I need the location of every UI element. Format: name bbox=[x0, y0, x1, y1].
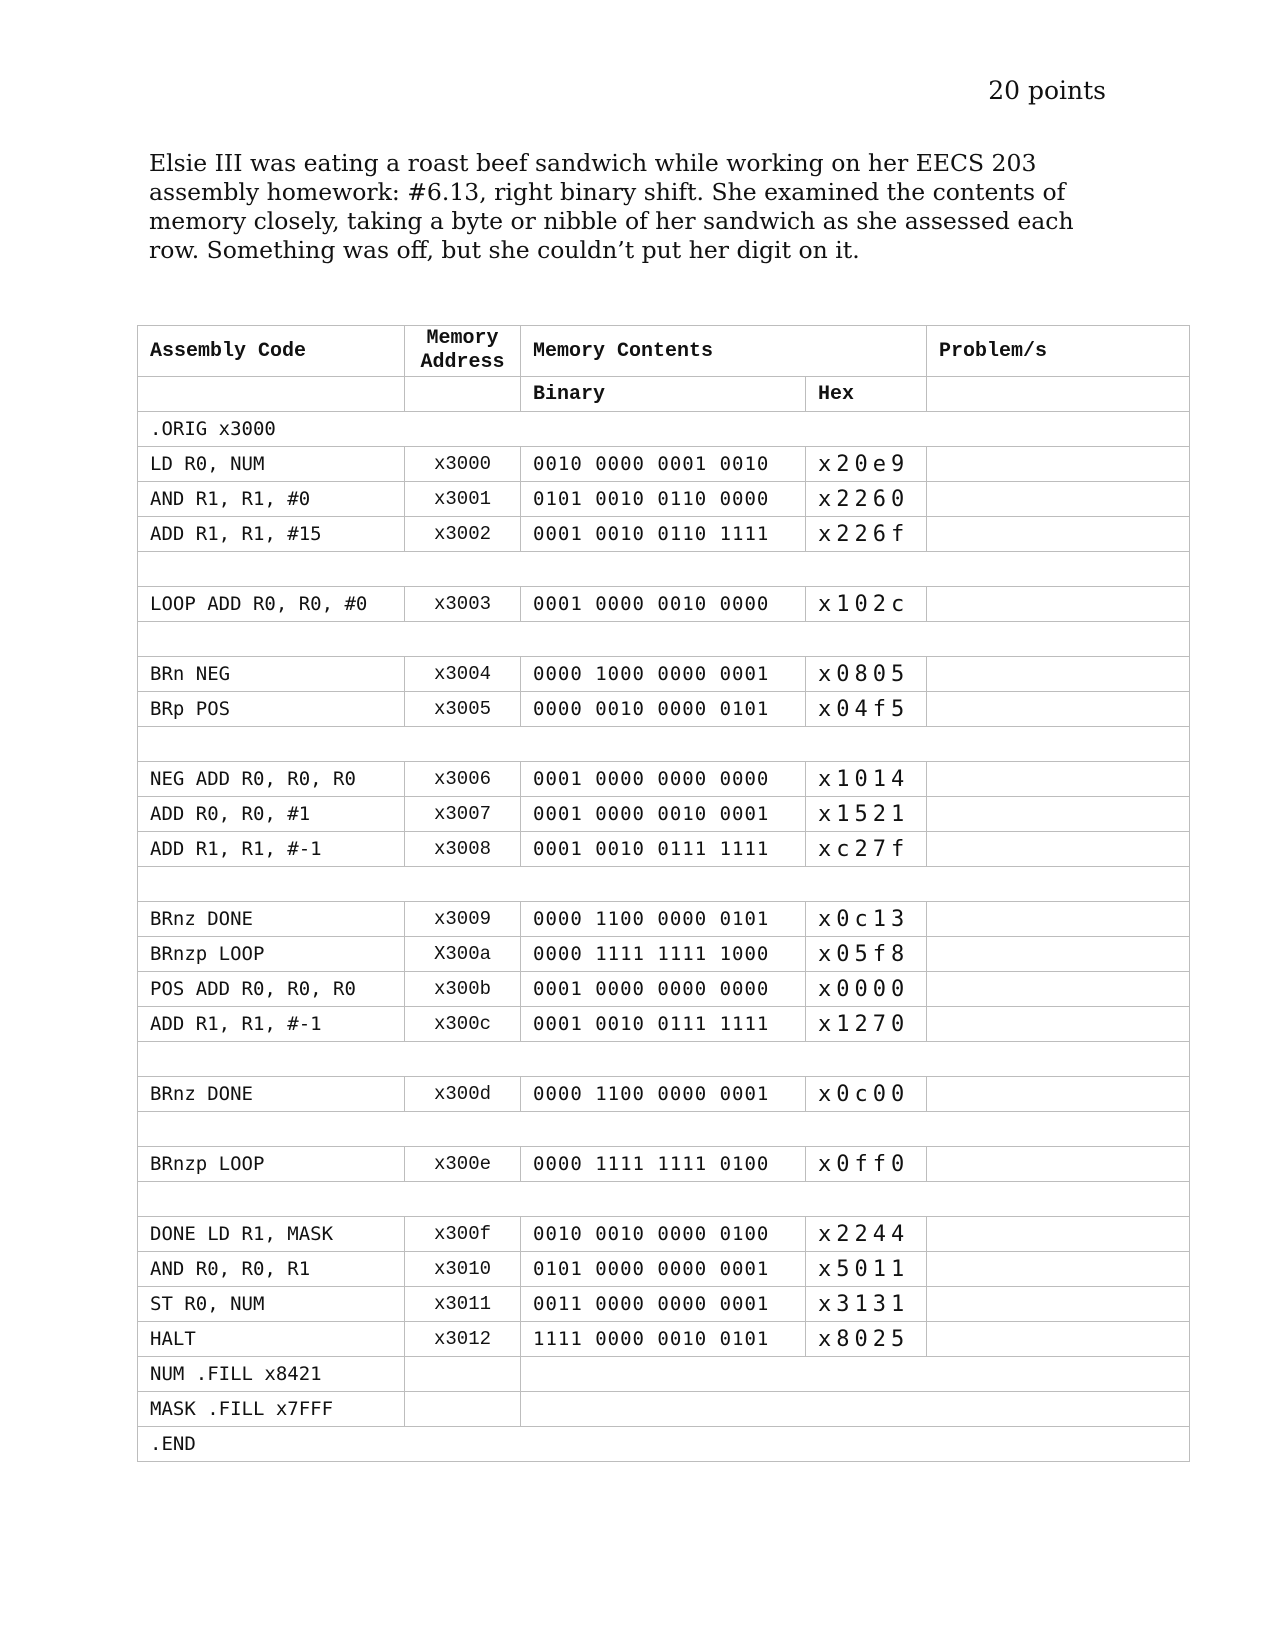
memory-address-cell: x3008 bbox=[405, 832, 521, 867]
end-directive: .END bbox=[138, 1427, 1190, 1462]
problem-description: Elsie III was eating a roast beef sandwich while working on her EECS 203 assembly homework: #6.13, right binary shift. She examined the contents of memory closely, taking a byte or nibble of her sandwich as she assessed each row. Something was off, but she couldn’t put her digit on it. bbox=[149, 149, 1074, 264]
memory-address-cell: x300c bbox=[405, 1007, 521, 1042]
binary-cell: 0001 0010 0111 1111 bbox=[521, 1007, 806, 1042]
instruction-row bbox=[138, 762, 1190, 797]
hex-cell: x1014 bbox=[806, 762, 927, 797]
instruction-row bbox=[138, 1252, 1190, 1287]
memory-address-cell: x300b bbox=[405, 972, 521, 1007]
assembly-code-cell: BRp POS bbox=[138, 692, 405, 727]
problem-cell[interactable] bbox=[927, 797, 1190, 832]
problem-cell[interactable] bbox=[927, 517, 1190, 552]
assembly-code-header: Assembly Code bbox=[138, 326, 405, 377]
problem-cell[interactable] bbox=[927, 1287, 1190, 1322]
hex-cell: x2244 bbox=[806, 1217, 927, 1252]
instruction-row bbox=[138, 482, 1190, 517]
assembly-code-cell: BRn NEG bbox=[138, 657, 405, 692]
assembly-code-cell: ADD R1, R1, #15 bbox=[138, 517, 405, 552]
assembly-code-cell: ST R0, NUM bbox=[138, 1287, 405, 1322]
hex-cell: x05f8 bbox=[806, 937, 927, 972]
instruction-row bbox=[138, 692, 1190, 727]
assembly-code-cell: ADD R1, R1, #-1 bbox=[138, 1007, 405, 1042]
spacer-row bbox=[138, 1042, 1190, 1077]
num-fill-row bbox=[138, 1357, 1190, 1392]
binary-cell: 0001 0000 0010 0001 bbox=[521, 797, 806, 832]
hex-cell: x3131 bbox=[806, 1287, 927, 1322]
memory-address-cell: x3003 bbox=[405, 587, 521, 622]
binary-cell: 0101 0010 0110 0000 bbox=[521, 482, 806, 517]
binary-cell: 0000 1100 0000 0101 bbox=[521, 902, 806, 937]
memory-address-cell: x3006 bbox=[405, 762, 521, 797]
binary-cell: 0000 1111 1111 0100 bbox=[521, 1147, 806, 1182]
memory-address-header-line1: Memory bbox=[426, 327, 499, 350]
memory-address-cell: x3005 bbox=[405, 692, 521, 727]
problem-cell[interactable] bbox=[927, 762, 1190, 797]
hex-cell: x1270 bbox=[806, 1007, 927, 1042]
memory-address-cell: x3001 bbox=[405, 482, 521, 517]
problem-cell[interactable] bbox=[927, 1077, 1190, 1112]
memory-address-header-line2: Address bbox=[420, 351, 505, 374]
problem-cell[interactable] bbox=[927, 1147, 1190, 1182]
memory-address-cell: x3007 bbox=[405, 797, 521, 832]
memory-address-cell: x3009 bbox=[405, 902, 521, 937]
problem-cell[interactable] bbox=[927, 937, 1190, 972]
instruction-row bbox=[138, 1322, 1190, 1357]
assembly-code-cell: POS ADD R0, R0, R0 bbox=[138, 972, 405, 1007]
hex-cell: x226f bbox=[806, 517, 927, 552]
problem-cell[interactable] bbox=[927, 832, 1190, 867]
hex-cell: x8025 bbox=[806, 1322, 927, 1357]
assembly-code-cell: LOOP ADD R0, R0, #0 bbox=[138, 587, 405, 622]
binary-cell: 0001 0010 0110 1111 bbox=[521, 517, 806, 552]
memory-address-cell: x3012 bbox=[405, 1322, 521, 1357]
instruction-row bbox=[138, 1077, 1190, 1112]
spacer-row bbox=[138, 1112, 1190, 1147]
problem-cell[interactable] bbox=[927, 972, 1190, 1007]
problem-cell[interactable] bbox=[927, 1252, 1190, 1287]
problem-cell[interactable] bbox=[927, 587, 1190, 622]
hex-cell: x0c13 bbox=[806, 902, 927, 937]
hex-cell: x0c00 bbox=[806, 1077, 927, 1112]
problem-cell[interactable] bbox=[927, 657, 1190, 692]
assembly-code-cell: DONE LD R1, MASK bbox=[138, 1217, 405, 1252]
memory-address-cell: x3010 bbox=[405, 1252, 521, 1287]
instruction-row bbox=[138, 587, 1190, 622]
problem-cell[interactable] bbox=[927, 1217, 1190, 1252]
binary-cell: 0001 0000 0000 0000 bbox=[521, 762, 806, 797]
binary-cell: 0000 0010 0000 0101 bbox=[521, 692, 806, 727]
hex-cell: xc27f bbox=[806, 832, 927, 867]
instruction-row bbox=[138, 447, 1190, 482]
binary-cell: 1111 0000 0010 0101 bbox=[521, 1322, 806, 1357]
problem-cell[interactable] bbox=[927, 902, 1190, 937]
assembly-code-cell: AND R1, R1, #0 bbox=[138, 482, 405, 517]
problem-cell[interactable] bbox=[927, 1322, 1190, 1357]
hex-cell: x0805 bbox=[806, 657, 927, 692]
binary-cell: 0000 1111 1111 1000 bbox=[521, 937, 806, 972]
memory-address-cell: x3000 bbox=[405, 447, 521, 482]
memory-address-cell: x3002 bbox=[405, 517, 521, 552]
hex-cell: x102c bbox=[806, 587, 927, 622]
problems-header: Problem/s bbox=[927, 326, 1190, 377]
assembly-code-cell: HALT bbox=[138, 1322, 405, 1357]
header-row bbox=[138, 326, 1190, 377]
instruction-row bbox=[138, 797, 1190, 832]
problem-cell[interactable] bbox=[927, 482, 1190, 517]
assembly-code-cell: BRnzp LOOP bbox=[138, 1147, 405, 1182]
instruction-row bbox=[138, 657, 1190, 692]
end-row bbox=[138, 1427, 1190, 1462]
hex-cell: x5011 bbox=[806, 1252, 927, 1287]
hex-cell: x04f5 bbox=[806, 692, 927, 727]
spacer-row bbox=[138, 1182, 1190, 1217]
hex-cell: x0ff0 bbox=[806, 1147, 927, 1182]
memory-address-header bbox=[405, 326, 521, 377]
assembly-code-cell: BRnz DONE bbox=[138, 1077, 405, 1112]
instruction-row bbox=[138, 1287, 1190, 1322]
assembly-code-cell: AND R0, R0, R1 bbox=[138, 1252, 405, 1287]
memory-address-cell: x300f bbox=[405, 1217, 521, 1252]
memory-address-cell: x3004 bbox=[405, 657, 521, 692]
problem-cell[interactable] bbox=[927, 447, 1190, 482]
binary-cell: 0001 0010 0111 1111 bbox=[521, 832, 806, 867]
instruction-row bbox=[138, 1217, 1190, 1252]
instruction-row bbox=[138, 1007, 1190, 1042]
binary-cell: 0101 0000 0000 0001 bbox=[521, 1252, 806, 1287]
assembly-code-cell: BRnzp LOOP bbox=[138, 937, 405, 972]
binary-cell: 0010 0010 0000 0100 bbox=[521, 1217, 806, 1252]
memory-contents-header: Memory Contents bbox=[521, 326, 927, 377]
instruction-row bbox=[138, 517, 1190, 552]
problem-cell[interactable] bbox=[927, 1007, 1190, 1042]
orig-row bbox=[138, 412, 1190, 447]
spacer-row bbox=[138, 622, 1190, 657]
memory-address-cell: x300e bbox=[405, 1147, 521, 1182]
instruction-row bbox=[138, 1147, 1190, 1182]
hex-cell: x2260 bbox=[806, 482, 927, 517]
instruction-row bbox=[138, 832, 1190, 867]
points-label: 20 points bbox=[988, 76, 1106, 105]
binary-header: Binary bbox=[521, 377, 806, 412]
subheader-row bbox=[138, 377, 1190, 412]
assembly-code-cell: BRnz DONE bbox=[138, 902, 405, 937]
orig-directive: .ORIG x3000 bbox=[138, 412, 1190, 447]
binary-cell: 0001 0000 0010 0000 bbox=[521, 587, 806, 622]
binary-cell: 0011 0000 0000 0001 bbox=[521, 1287, 806, 1322]
hex-cell: x20e9 bbox=[806, 447, 927, 482]
memory-address-cell: x3011 bbox=[405, 1287, 521, 1322]
hex-cell: x1521 bbox=[806, 797, 927, 832]
binary-cell: 0001 0000 0000 0000 bbox=[521, 972, 806, 1007]
instruction-row bbox=[138, 902, 1190, 937]
hex-cell: x0000 bbox=[806, 972, 927, 1007]
spacer-row bbox=[138, 552, 1190, 587]
problem-cell[interactable] bbox=[927, 692, 1190, 727]
assembly-code-cell: NEG ADD R0, R0, R0 bbox=[138, 762, 405, 797]
mask-fill-directive: MASK .FILL x7FFF bbox=[138, 1392, 405, 1427]
hex-header: Hex bbox=[806, 377, 927, 412]
memory-table bbox=[137, 325, 1190, 1462]
assembly-code-cell: LD R0, NUM bbox=[138, 447, 405, 482]
spacer-row bbox=[138, 867, 1190, 902]
binary-cell: 0000 1100 0000 0001 bbox=[521, 1077, 806, 1112]
instruction-row bbox=[138, 937, 1190, 972]
instruction-row bbox=[138, 972, 1190, 1007]
memory-address-cell: X300a bbox=[405, 937, 521, 972]
assembly-code-cell: ADD R0, R0, #1 bbox=[138, 797, 405, 832]
spacer-row bbox=[138, 727, 1190, 762]
mask-fill-row bbox=[138, 1392, 1190, 1427]
binary-cell: 0000 1000 0000 0001 bbox=[521, 657, 806, 692]
num-fill-directive: NUM .FILL x8421 bbox=[138, 1357, 405, 1392]
memory-address-cell: x300d bbox=[405, 1077, 521, 1112]
assembly-code-cell: ADD R1, R1, #-1 bbox=[138, 832, 405, 867]
binary-cell: 0010 0000 0001 0010 bbox=[521, 447, 806, 482]
